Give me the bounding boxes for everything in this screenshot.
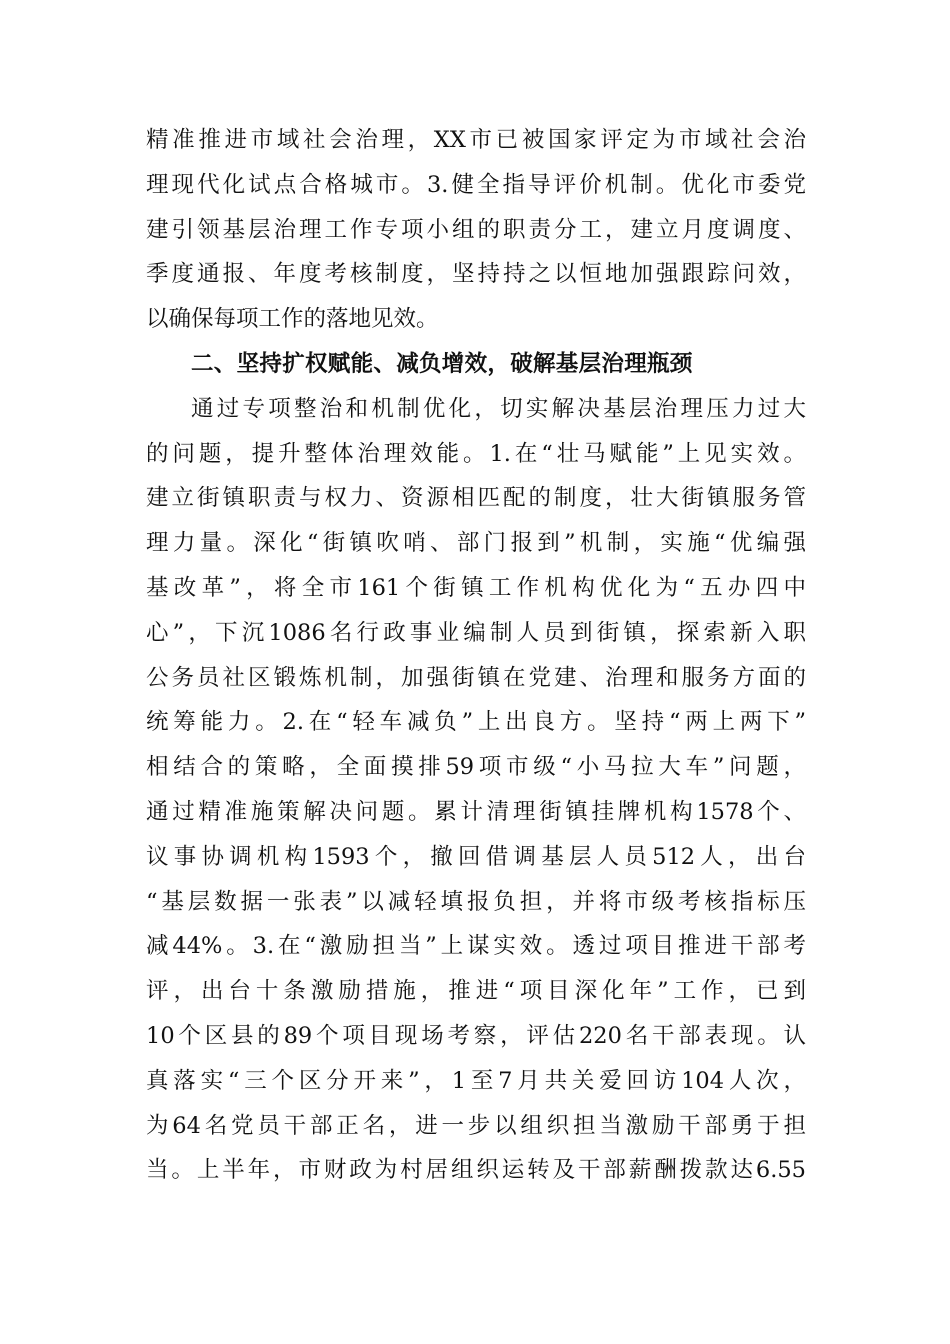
text-line: 理现代化试点合格城市。3.健全指导评价机制。优化市委党 — [146, 171, 806, 198]
text-line: 建引领基层治理工作专项小组的职责分工，建立月度调度、 — [146, 216, 806, 243]
text-line: 季度通报、年度考核制度，坚持持之以恒地加强跟踪问效， — [146, 261, 806, 288]
document-body — [146, 118, 806, 1193]
section-heading: 二、坚持扩权赋能、减负增效，破解基层治理瓶颈 — [191, 350, 693, 377]
text-line: 减44%。3.在“激励担当”上谋实效。透过项目推进干部考 — [146, 933, 806, 960]
text-line: 相结合的策略，全面摸排59项市级“小马拉大车”问题， — [146, 754, 806, 781]
text-line: 统筹能力。2.在“轻车减负”上出良方。坚持“两上两下” — [146, 709, 806, 736]
text-line: 建立街镇职责与权力、资源相匹配的制度，壮大街镇服务管 — [146, 485, 806, 512]
text-line: 心”，下沉1086名行政事业编制人员到街镇，探索新入职 — [146, 619, 806, 646]
text-line: 的问题，提升整体治理效能。1.在“壮马赋能”上见实效。 — [146, 440, 806, 467]
text-line: 理力量。深化“街镇吹哨、部门报到”机制，实施“优编强 — [146, 530, 806, 557]
paragraph-1 — [146, 118, 806, 342]
text-line: “基层数据一张表”以减轻填报负担，并将市级考核指标压 — [146, 888, 806, 915]
text-line: 以确保每项工作的落地见效。 — [146, 306, 439, 333]
text-line: 当。上半年，市财政为村居组织运转及干部薪酬拨款达6.55 — [146, 1157, 806, 1184]
text-line: 通过精准施策解决问题。累计清理街镇挂牌机构1578个、 — [146, 798, 806, 825]
text-line: 精准推进市域社会治理，XX市已被国家评定为市域社会治 — [146, 127, 806, 153]
paragraph-2 — [146, 387, 806, 1193]
text-line: 公务员社区锻炼机制，加强街镇在党建、治理和服务方面的 — [146, 664, 806, 691]
text-line: 10个区县的89个项目现场考察，评估220名干部表现。认 — [146, 1022, 806, 1049]
text-line: 评，出台十条激励措施，推进“项目深化年”工作，已到 — [146, 978, 806, 1005]
text-line: 通过专项整治和机制优化，切实解决基层治理压力过大 — [191, 395, 806, 422]
text-line: 为64名党员干部正名，进一步以组织担当激励干部勇于担 — [146, 1112, 806, 1139]
text-line: 议事协调机构1593个，撤回借调基层人员512人，出台 — [146, 843, 806, 870]
text-line: 基改革”，将全市161个街镇工作机构优化为“五办四中 — [146, 574, 806, 601]
text-line: 真落实“三个区分开来”，1至7月共关爱回访104人次， — [146, 1067, 806, 1094]
